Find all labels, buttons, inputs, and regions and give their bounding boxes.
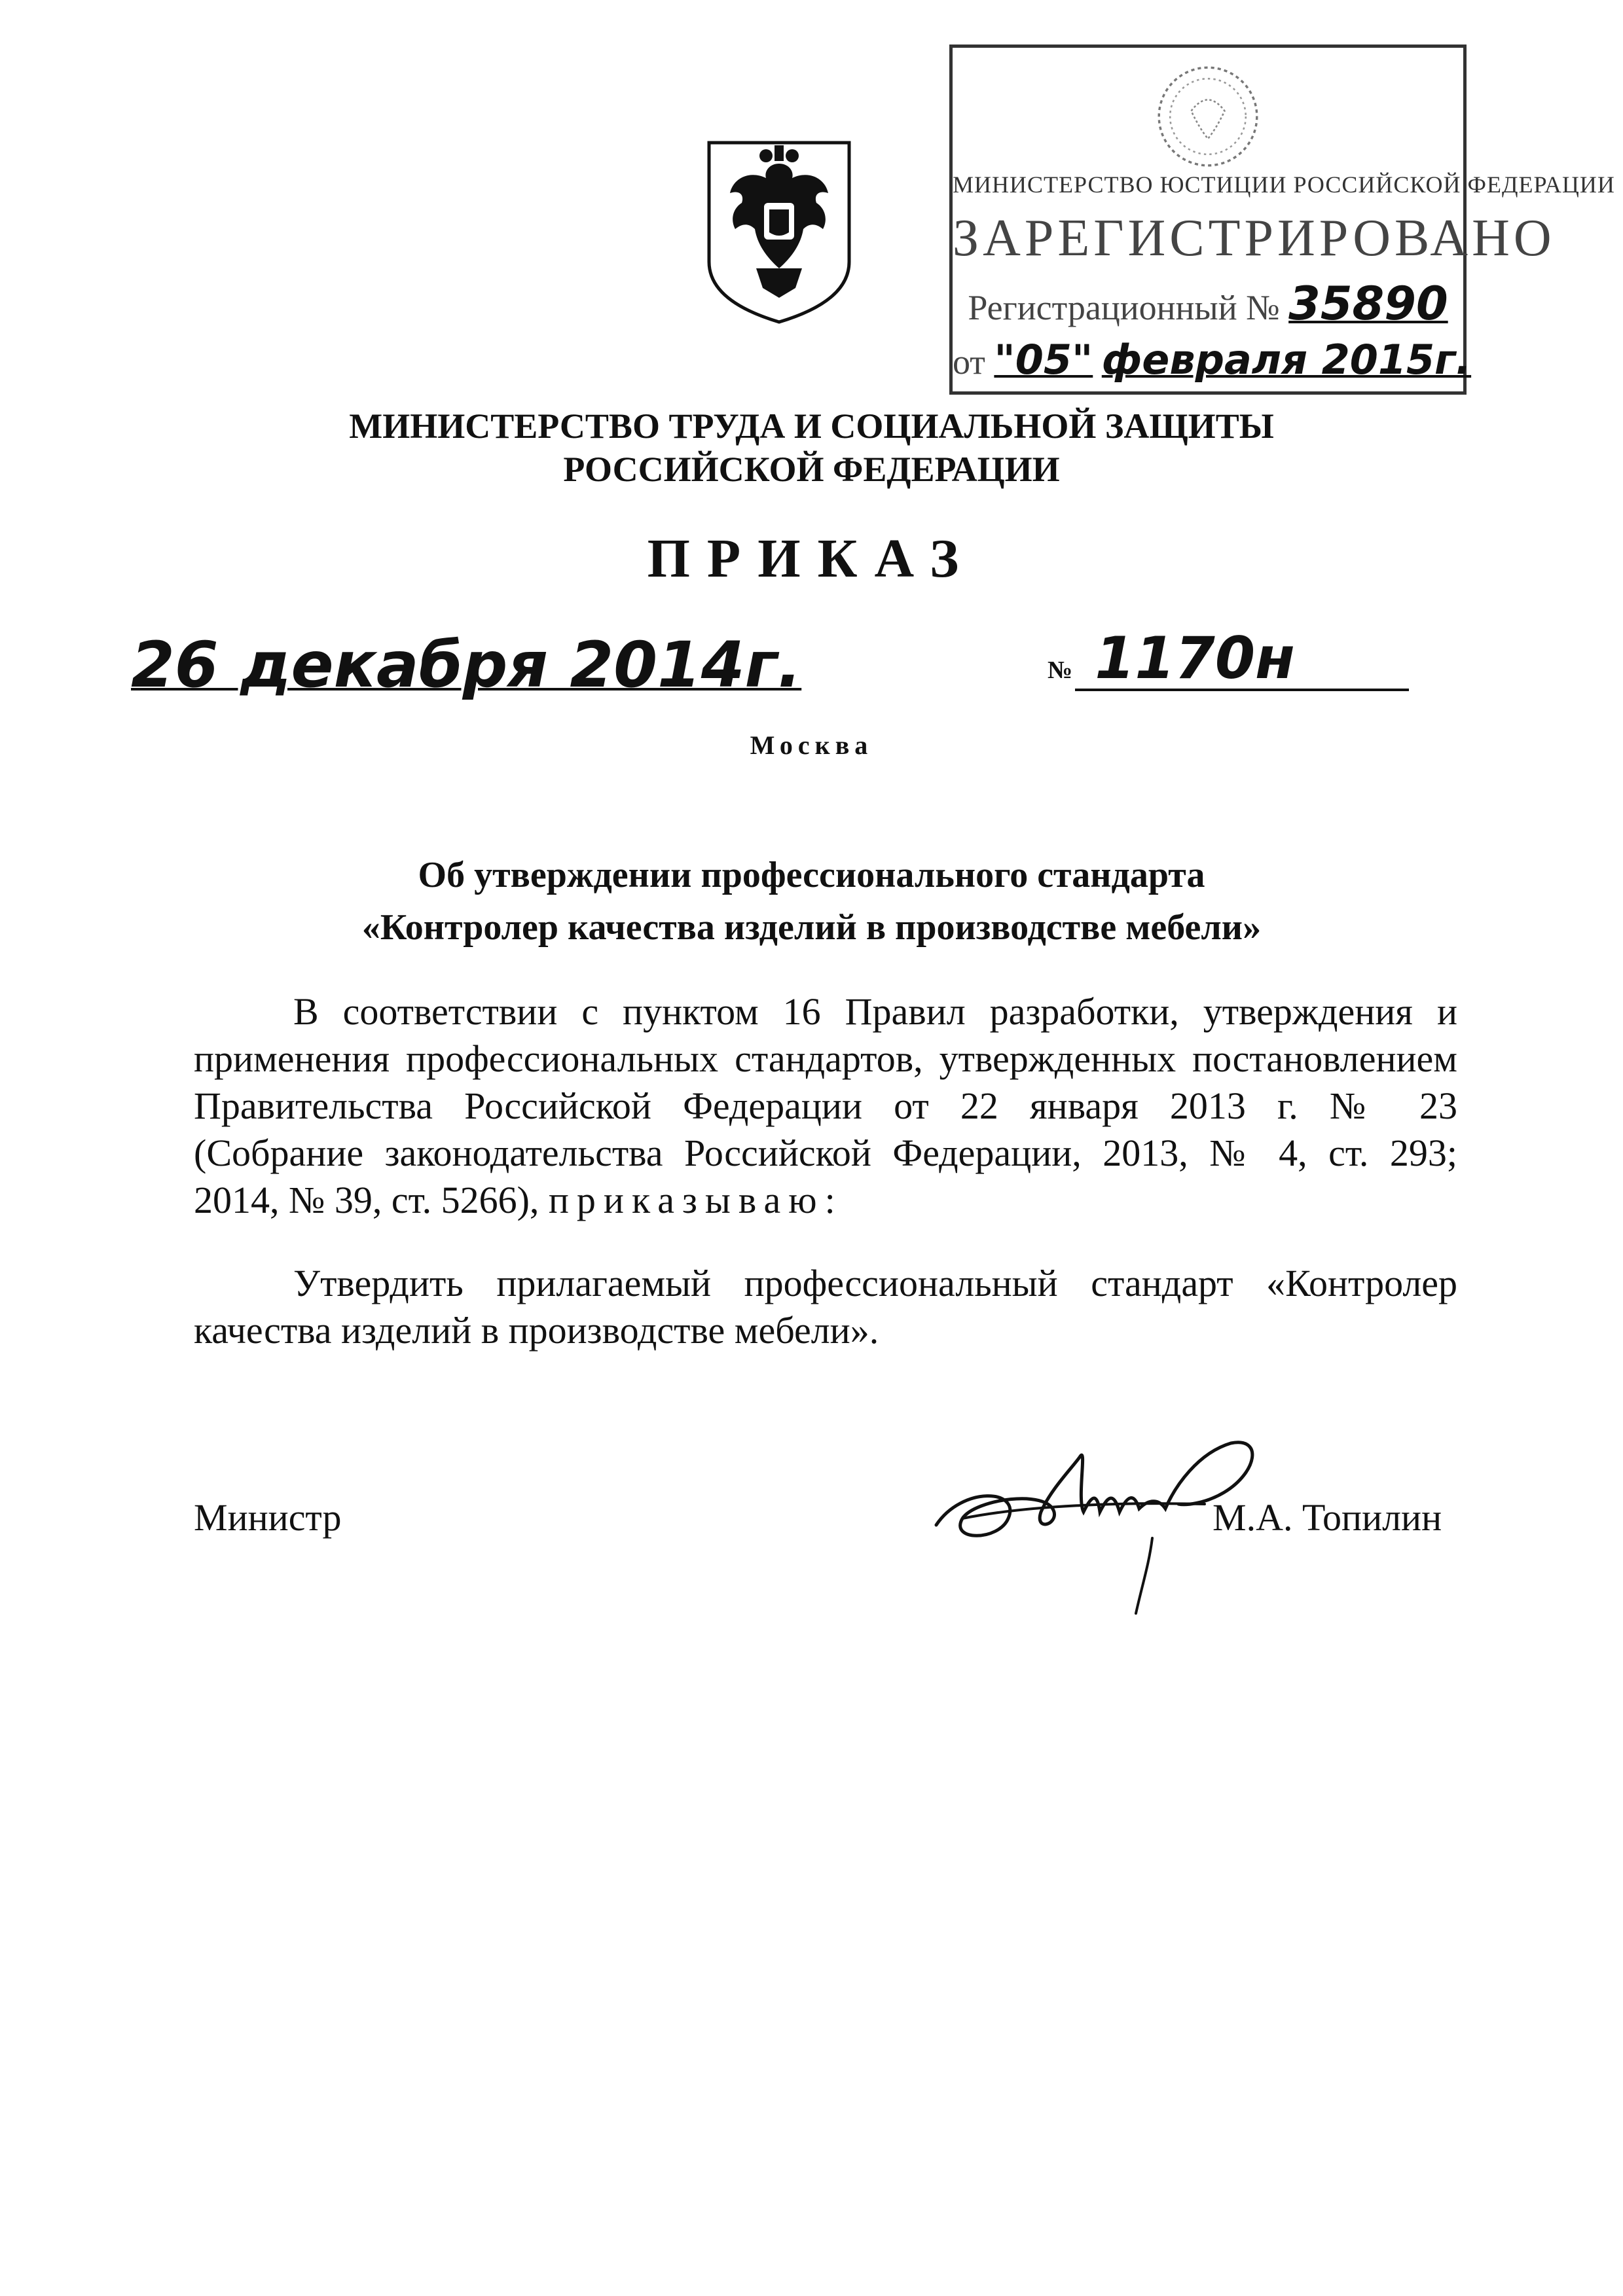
city: Москва xyxy=(750,730,873,760)
document-title-line1: Об утверждении профессионального стандарта xyxy=(418,855,1205,895)
para1-last-line xyxy=(194,1177,1457,1224)
stamp-number-label: Регистрационный № xyxy=(968,288,1280,327)
para2-line: качества изделий в производстве мебели». xyxy=(194,1309,879,1352)
signatory-name: М.А. Топилин xyxy=(1213,1496,1442,1539)
decree-word: приказываю: xyxy=(548,1179,843,1221)
order-number-label: № xyxy=(1048,656,1073,684)
body-paragraph-2 xyxy=(194,1260,1457,1354)
para1-line: В соответствии с пунктом 16 Правил разработки, утверждения и xyxy=(293,990,1457,1033)
stamp-status: ЗАРЕГИСТРИРОВАНО xyxy=(953,209,1556,267)
body-paragraph-1 xyxy=(194,988,1457,1224)
order-number-field xyxy=(1048,624,1409,692)
stamp-ministry-name: МИНИСТЕРСТВО ЮСТИЦИИ РОССИЙСКОЙ ФЕДЕРАЦИИ xyxy=(953,171,1615,198)
para1-line: применения профессиональных стандартов, утвержденных постановлением xyxy=(194,1037,1457,1080)
para1-citation: 2014, № 39, ст. 5266), xyxy=(194,1179,539,1221)
order-number: 1170н xyxy=(1075,628,1409,691)
stamp-registration-number: 35890 xyxy=(1288,277,1448,331)
stamp-date-row xyxy=(953,336,1472,384)
stamp-date-month-year: февраля 2015г. xyxy=(1101,336,1472,384)
signatory-title: Министр xyxy=(194,1496,342,1539)
stamp-number-row xyxy=(953,277,1463,331)
document-title-line2: «Контролер качества изделий в производстве мебели» xyxy=(361,907,1262,948)
coat-of-arms-icon xyxy=(704,137,854,327)
registration-stamp xyxy=(949,45,1615,395)
para1-line: Правительства Российской Федерации от 22 января 2013 г. № 23 xyxy=(194,1085,1457,1127)
para2-line: Утвердить прилагаемый профессиональный стандарт «Контролер xyxy=(293,1262,1457,1304)
stamp-date-day: "05" xyxy=(994,336,1093,384)
seal-emblem-icon xyxy=(1152,61,1264,172)
order-date: 26 декабря 2014г. xyxy=(131,628,802,702)
document-type: ПРИКАЗ xyxy=(647,528,976,589)
ministry-name-line1: МИНИСТЕРСТВО ТРУДА И СОЦИАЛЬНОЙ ЗАЩИТЫ xyxy=(349,406,1274,446)
stamp-date-prefix: от xyxy=(953,342,985,382)
ministry-name-line2: РОССИЙСКОЙ ФЕДЕРАЦИИ xyxy=(563,450,1060,489)
para1-line: (Собрание законодательства Российской Федерации, 2013, № 4, ст. 293; xyxy=(194,1132,1457,1174)
